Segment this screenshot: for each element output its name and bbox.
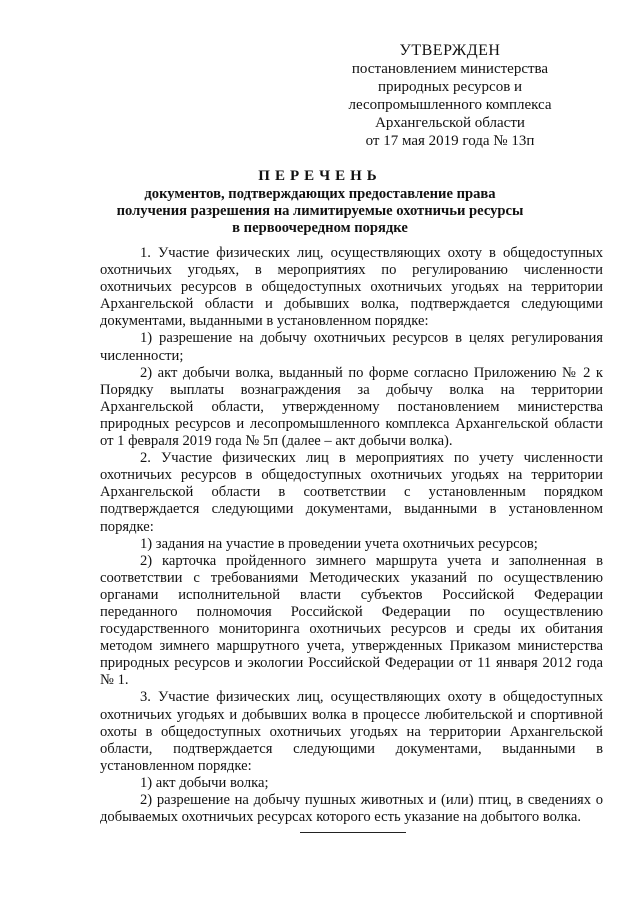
paragraph: 2) акт добычи волка, выданный по форме согласно Приложению № 2 к Порядку выплаты вознаграждения за добычу волка на территории Архангельской области, утвержденному постановлением министерства природных ресурсов и лесопромышленного комплекса Архангельской области от 1 февраля 2019 года № 5п (далее – акт добычи волка). <box>100 364 603 450</box>
document-subtitle-line: документов, подтверждающих предоставление права <box>144 186 496 202</box>
paragraph: 2) разрешение на добычу пушных животных и (или) птиц, в сведениях о добываемых охотничьих ресурсах которого есть указание на добытого волка. <box>100 792 603 826</box>
document-title: ПЕРЕЧЕНЬ <box>258 168 382 184</box>
approval-title: УТВЕРЖДЕН <box>399 42 501 59</box>
end-divider <box>300 832 406 833</box>
paragraph: 1. Участие физических лиц, осуществляющих охоту в общедоступных охотничьих угодьях, в мероприятиях по регулированию численности охотничьих ресурсов в общедоступных охотничьих угодьях на территории Архангельской области и добывших волка, подтверждается следующими документами, выданными в установленном порядке: <box>100 245 603 330</box>
document-body <box>100 245 603 826</box>
paragraph: 2. Участие физических лиц в мероприятиях по учету численности охотничьих ресурсов в общедоступных охотничьих угодьях на территории Архангельской области в соответствии с установленным порядком подтверждается следующими документами, выданными в установленном порядке: <box>100 450 603 535</box>
paragraph: 1) задания на участие в проведении учета охотничьих ресурсов; <box>140 535 538 552</box>
approval-line: Архангельской области <box>375 115 525 131</box>
paragraph: 1) разрешение на добычу охотничьих ресурсов в целях регулирования численности; <box>100 330 603 364</box>
approval-line: от 17 мая 2019 года № 13п <box>365 133 535 149</box>
paragraph: 3. Участие физических лиц, осуществляющих охоту в общедоступных охотничьих угодьях и добывших волка в процессе любительской и спортивной охоты в общедоступных охотничьих угодьях на территории Архангельской области, подтверждается следующими документами, выданными в установленном порядке: <box>100 689 603 774</box>
approval-line: постановлением министерства <box>351 61 549 77</box>
approval-line: лесопромышленного комплекса <box>348 97 552 113</box>
paragraph: 2) карточка пройденного зимнего маршрута учета и заполненная в соответствии с требованиями Методических указаний по осуществлению органами исполнительной власти субъектов Российской Федерации переданного полномочия Российской Федерации по осуществлению государственного мониторинга охотничьих ресурсов и среды их обитания методом зимнего маршрутного учета, утвержденных Приказом министерства природных ресурсов и экологии Российской Федерации от 11 января 2012 года № 1. <box>100 552 603 689</box>
document-heading <box>60 166 580 237</box>
paragraph: 1) акт добычи волка; <box>140 774 269 791</box>
approval-line: природных ресурсов и <box>377 79 523 95</box>
approval-stamp <box>300 42 600 150</box>
document-subtitle-line: в первоочередном порядке <box>232 220 408 236</box>
document-subtitle-line: получения разрешения на лимитируемые охотничьи ресурсы <box>116 203 524 219</box>
